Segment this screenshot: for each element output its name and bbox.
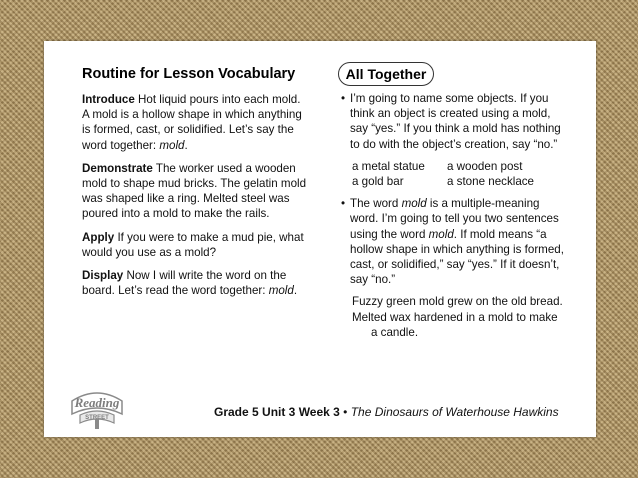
- apply-paragraph: [82, 230, 308, 260]
- logo-street-text: STREET: [85, 415, 109, 421]
- all-together-content: [341, 91, 567, 340]
- object-row: [352, 159, 567, 174]
- example-sentences: [352, 294, 567, 340]
- footer-title: The Dinosaurs of Waterhouse Hawkins: [350, 405, 559, 419]
- footer-grade: Grade 5 Unit 3 Week 3: [214, 405, 340, 419]
- object-row: [352, 174, 567, 189]
- routine-title: Routine for Lesson Vocabulary: [82, 66, 296, 82]
- demonstrate-paragraph: [82, 161, 308, 222]
- sentence-1: Fuzzy green mold grew on the old bread.: [352, 295, 563, 309]
- introduce-text: Hot liquid pours into each mold. A mold is a hollow shape in which anything is formed, cast, or solidified. Let’s say the word together:: [82, 93, 302, 152]
- vocabulary-routine-column: [82, 65, 308, 306]
- display-end: .: [293, 284, 298, 298]
- object-item: a stone necklace: [447, 175, 535, 189]
- sentence-2b: a candle.: [371, 325, 419, 339]
- bullet-2-pre: The word: [350, 197, 402, 211]
- display-text: Now I will write the word on the board. Let’s read the word together:: [82, 269, 287, 298]
- object-item: a metal statue: [352, 159, 425, 173]
- demonstrate-lead: Demonstrate: [82, 161, 153, 175]
- introduce-paragraph: [82, 92, 308, 153]
- introduce-lead: Introduce: [82, 93, 135, 106]
- apply-text: If you were to make a mud pie, what would you use as a mold?: [82, 230, 304, 259]
- footer-separator: •: [339, 405, 351, 419]
- sentence-2a: Melted wax hardened in a mold to make: [352, 310, 558, 324]
- bullet-item: [341, 196, 567, 287]
- introduce-word: mold: [159, 138, 185, 152]
- bullet-2-mid: is a multiple-meaning word. I’m going to tell you two sentences using the word: [350, 197, 559, 241]
- demonstrate-text: The worker used a wooden mold to shape mud bricks. The gelatin mold was shaped like a ring. Melted steel was poured into a mold to make the rails.: [82, 161, 307, 221]
- display-word: mold: [268, 284, 294, 298]
- all-together-badge: All Together: [338, 62, 434, 86]
- display-lead: Display: [82, 269, 124, 283]
- bullet-dot-icon: •: [341, 92, 346, 105]
- bullet-2-post: . If mold means “a hollow shape in which anything is formed, cast, or solidified,” say “yes.” If it doesn’t, say “no.”: [350, 227, 564, 287]
- object-list: [352, 159, 567, 189]
- bullet-item: [341, 91, 567, 152]
- object-item: a gold bar: [352, 175, 404, 189]
- bullet-1-text: I’m going to name some objects. If you think an object is created using a mold, say “yes.” If you think a mold has nothing to do with the object’s creation, say “no.”: [350, 92, 561, 151]
- display-paragraph: [82, 268, 308, 298]
- bullet-2-word-2: mold: [428, 227, 454, 241]
- reading-street-logo: [66, 381, 128, 431]
- bullet-2-word: mold: [401, 197, 427, 211]
- footer-citation: [214, 405, 586, 419]
- bullet-dot-icon: •: [341, 197, 346, 211]
- object-item: a wooden post: [447, 159, 523, 173]
- apply-lead: Apply: [82, 230, 115, 244]
- introduce-end: .: [184, 138, 188, 152]
- lesson-card: [44, 41, 596, 437]
- logo-reading-text: Reading: [74, 395, 120, 410]
